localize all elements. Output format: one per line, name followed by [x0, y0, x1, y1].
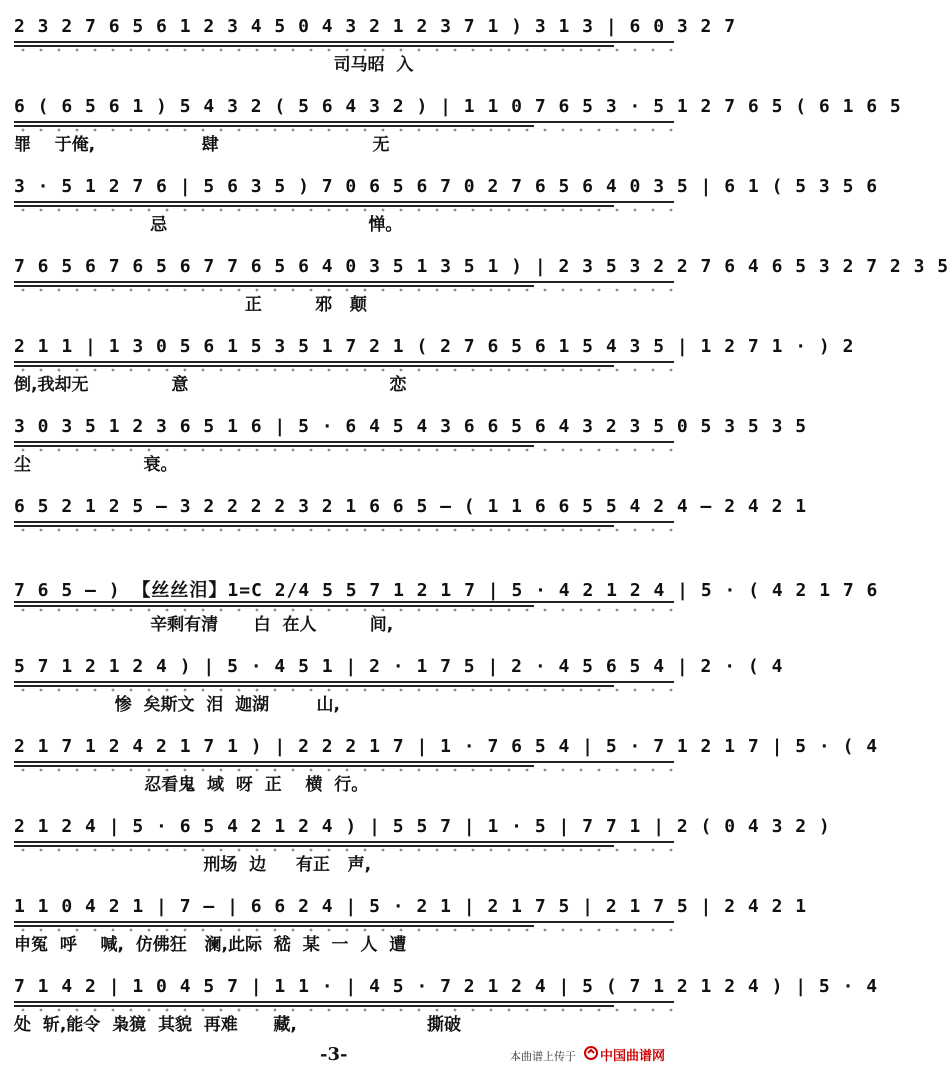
site-logo-icon [584, 1046, 598, 1060]
beam-underline [14, 765, 534, 767]
page-number: -3- [320, 1044, 348, 1065]
beam-underline [14, 605, 534, 607]
beam-underline [14, 121, 674, 123]
score-system [14, 816, 831, 876]
notation-line: 2 1 7 1 2 4 2 1 7 1 ) | 2 2 2 1 7 | 1 · 7 6 5 4 | 5 · 7 1 2 1 7 | 5 · ( 4 [14, 736, 879, 757]
lyrics-line: 惨 矣斯文 泪 迦湖 山, [14, 695, 340, 715]
beam-underline [14, 41, 674, 43]
score-system [14, 96, 902, 156]
beam-underline [14, 45, 614, 47]
beam-underline [14, 281, 674, 283]
notation-line: 2 3 2 7 6 5 6 1 2 3 4 5 0 4 3 2 1 2 3 7 1 ) 3 1 3 | 6 0 3 2 7 [14, 16, 737, 37]
lyrics-line: 辛剩有清 白 在人 间, [14, 615, 394, 635]
lyrics-line: 忌 惮。 [14, 215, 403, 235]
notation-line: 5 7 1 2 1 2 4 ) | 5 · 4 5 1 | 2 · 1 7 5 | 2 · 4 5 6 5 4 | 2 · ( 4 [14, 656, 784, 677]
score-system [14, 496, 808, 556]
beam-underline [14, 841, 674, 843]
beam-underline [14, 361, 674, 363]
lyrics-line: 处 斩,能令 枭獍 其貌 再难 藏, 撕破 [14, 1015, 461, 1035]
notation-line: 3 0 3 5 1 2 3 6 5 1 6 | 5 · 6 4 5 4 3 6 6 5 6 4 3 2 3 5 0 5 3 5 3 5 [14, 416, 808, 437]
lyrics-line: 尘 衰。 [14, 455, 178, 475]
beam-underline [14, 1001, 674, 1003]
beam-underline [14, 761, 674, 763]
octave-dots [14, 528, 674, 532]
site-name: 中国曲谱网 [600, 1049, 666, 1064]
beam-underline [14, 365, 614, 367]
notation-line: 7 6 5 — ) 【丝丝泪】1=C 2/4 5 5 7 1 2 1 7 | 5 · 4 2 1 2 4 | 5 · ( 4 2 1 7 6 [14, 580, 879, 601]
beam-underline [14, 525, 614, 527]
notation-line: 3 · 5 1 2 7 6 | 5 6 3 5 ) 7 0 6 5 6 7 0 2 7 6 5 6 4 0 3 5 | 6 1 ( 5 3 5 6 [14, 176, 879, 197]
beam-underline [14, 925, 534, 927]
score-system [14, 576, 879, 636]
score-system [14, 896, 808, 956]
notation-line: 6 ( 6 5 6 1 ) 5 4 3 2 ( 5 6 4 3 2 ) | 1 1 0 7 6 5 3 · 5 1 2 7 6 5 ( 6 1 6 5 [14, 96, 902, 117]
score-system [14, 416, 808, 476]
beam-underline [14, 685, 614, 687]
score-system [14, 16, 737, 76]
beam-underline [14, 445, 534, 447]
lyrics-line: 倒,我却无 意 恋 [14, 375, 407, 395]
beam-underline [14, 845, 614, 847]
upload-credit: 本曲谱上传于 [510, 1050, 576, 1063]
beam-underline [14, 125, 534, 127]
lyrics-line: 正 邪 颠 [14, 295, 367, 315]
lyrics-line: 司马昭 入 [14, 55, 414, 75]
lyrics-line: 罪 于俺, 肆 无 [14, 135, 390, 155]
beam-underline [14, 205, 614, 207]
beam-underline [14, 1005, 614, 1007]
beam-underline [14, 521, 674, 523]
score-system [14, 656, 784, 716]
lyrics-line: 申冤 呼 喊, 仿佛狂 澜,此际 嵇 某 一 人 遭 [14, 935, 407, 955]
notation-line: 2 1 2 4 | 5 · 6 5 4 2 1 2 4 ) | 5 5 7 | 1 · 5 | 7 7 1 | 2 ( 0 4 3 2 ) [14, 816, 831, 837]
notation-line: 7 6 5 6 7 6 5 6 7 7 6 5 6 4 0 3 5 1 3 5 1 ) | 2 3 5 3 2 2 7 6 4 6 5 3 2 7 2 3 5 [14, 256, 949, 277]
beam-underline [14, 285, 534, 287]
beam-underline [14, 601, 674, 603]
score-system [14, 256, 949, 316]
lyrics-line: 忍看鬼 域 呀 正 横 行。 [14, 775, 369, 795]
beam-underline [14, 441, 674, 443]
score-system [14, 736, 879, 796]
notation-line: 1 1 0 4 2 1 | 7 — | 6 6 2 4 | 5 · 2 1 | 2 1 7 5 | 2 1 7 5 | 2 4 2 1 [14, 896, 808, 917]
score-system [14, 176, 879, 236]
beam-underline [14, 921, 674, 923]
score-system [14, 976, 879, 1036]
score-system [14, 336, 855, 396]
beam-underline [14, 681, 674, 683]
notation-line: 6 5 2 1 2 5 — 3 2 2 2 2 3 2 1 6 6 5 — ( 1 1 6 6 5 5 4 2 4 — 2 4 2 1 [14, 496, 808, 517]
notation-line: 7 1 4 2 | 1 0 4 5 7 | 1 1 · | 4 5 · 7 2 1 2 4 | 5 ( 7 1 2 1 2 4 ) | 5 · 4 [14, 976, 879, 997]
notation-line: 2 1 1 | 1 3 0 5 6 1 5 3 5 1 7 2 1 ( 2 7 6 5 6 1 5 4 3 5 | 1 2 7 1 · ) 2 [14, 336, 855, 357]
beam-underline [14, 201, 674, 203]
lyrics-line: 刑场 边 有正 声, [14, 855, 372, 875]
